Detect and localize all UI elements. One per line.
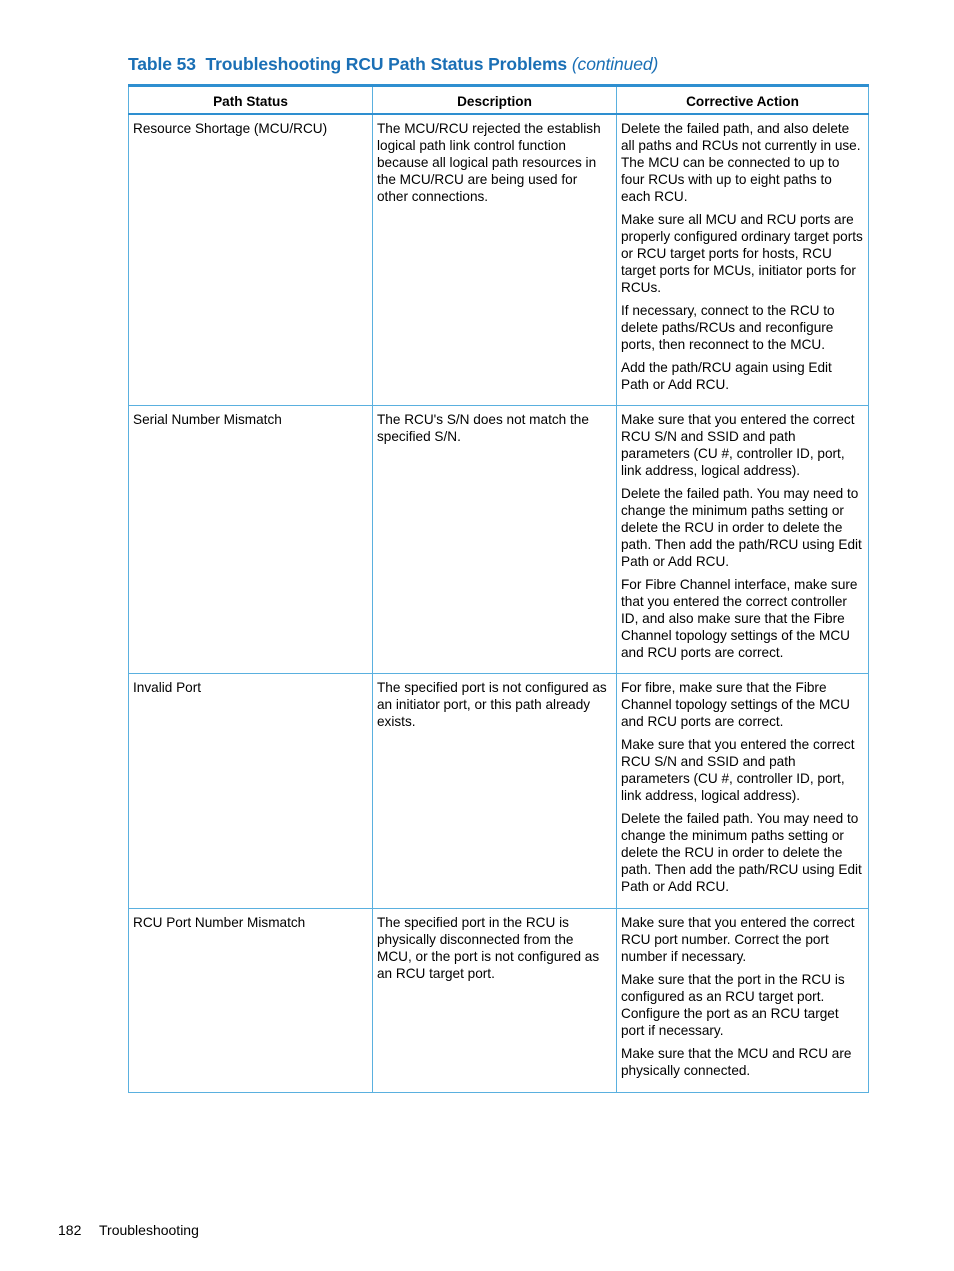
cell-description: The specified port in the RCU is physically disconnected from the MCU, or the port is not configured as an RCU target port. <box>373 909 617 1093</box>
action-paragraph: Make sure that the MCU and RCU are physically connected. <box>621 1046 852 1078</box>
action-paragraph: Add the path/RCU again using Edit Path or Add RCU. <box>621 359 832 392</box>
cell-corrective-action <box>617 406 869 674</box>
table-row <box>129 674 869 909</box>
cell-path-status: Resource Shortage (MCU/RCU) <box>129 114 373 406</box>
continued-label: (continued) <box>571 54 659 74</box>
table-title: Troubleshooting RCU Path Status Problems <box>205 54 568 74</box>
page-number: 182 <box>58 1222 82 1238</box>
action-paragraph: Make sure that you entered the correct RCU port number. Correct the port number if necessary. <box>621 915 855 964</box>
cell-corrective-action <box>617 674 869 909</box>
action-paragraph: Make sure all MCU and RCU ports are properly configured ordinary target ports or RCU target ports for hosts, RCU target ports for MCUs, initiator ports for RCUs. <box>621 211 863 295</box>
action-paragraph: For fibre, make sure that the Fibre Channel topology settings of the MCU and RCU ports are correct. <box>621 680 850 729</box>
table-row <box>129 406 869 674</box>
table-header-row <box>129 86 869 114</box>
table-row <box>129 114 869 406</box>
cell-path-status: RCU Port Number Mismatch <box>129 909 373 1093</box>
table-row <box>129 909 869 1093</box>
action-paragraph: Make sure that the port in the RCU is configured as an RCU target port. Configure the port as an RCU target port if necessary. <box>621 972 845 1038</box>
table-number: Table 53 <box>128 54 196 74</box>
action-paragraph: Make sure that you entered the correct RCU S/N and SSID and path parameters (CU #, controller ID, port, link address, logical address). <box>621 412 855 478</box>
footer-section-title: Troubleshooting <box>99 1222 199 1238</box>
cell-description: The MCU/RCU rejected the establish logical path link control function because all logical path resources in the MCU/RCU are being used for other connections. <box>373 114 617 406</box>
action-paragraph: Make sure that you entered the correct RCU S/N and SSID and path parameters (CU #, controller ID, port, link address, logical address). <box>621 737 855 803</box>
troubleshooting-table <box>128 84 869 1093</box>
cell-description: The specified port is not configured as an initiator port, or this path already exists. <box>373 674 617 909</box>
header-corrective-action: Corrective Action <box>617 86 869 114</box>
action-paragraph: Delete the failed path, and also delete all paths and RCUs not currently in use. The MCU can be connected to up to four RCUs with up to eight paths to each RCU. <box>621 120 861 204</box>
header-path-status: Path Status <box>129 86 373 114</box>
action-paragraph: Delete the failed path. You may need to change the minimum paths setting or delete the RCU in order to delete the path. Then add the path/RCU using Edit Path or Add RCU. <box>621 486 862 569</box>
cell-path-status: Serial Number Mismatch <box>129 406 373 674</box>
header-description: Description <box>373 86 617 114</box>
table-caption <box>128 54 658 75</box>
action-paragraph: For Fibre Channel interface, make sure that you entered the correct controller ID, and also make sure that the Fibre Channel topology settings of the MCU and RCU ports are correct. <box>621 577 858 660</box>
page-footer <box>58 1222 199 1238</box>
cell-path-status: Invalid Port <box>129 674 373 909</box>
action-paragraph: If necessary, connect to the RCU to delete paths/RCUs and reconfigure ports, then reconnect to the MCU. <box>621 302 835 352</box>
cell-corrective-action <box>617 114 869 406</box>
cell-description: The RCU's S/N does not match the specified S/N. <box>373 406 617 674</box>
action-paragraph: Delete the failed path. You may need to change the minimum paths setting or delete the RCU in order to delete the path. Then add the path/RCU using Edit Path or Add RCU. <box>621 811 862 894</box>
cell-corrective-action <box>617 909 869 1093</box>
